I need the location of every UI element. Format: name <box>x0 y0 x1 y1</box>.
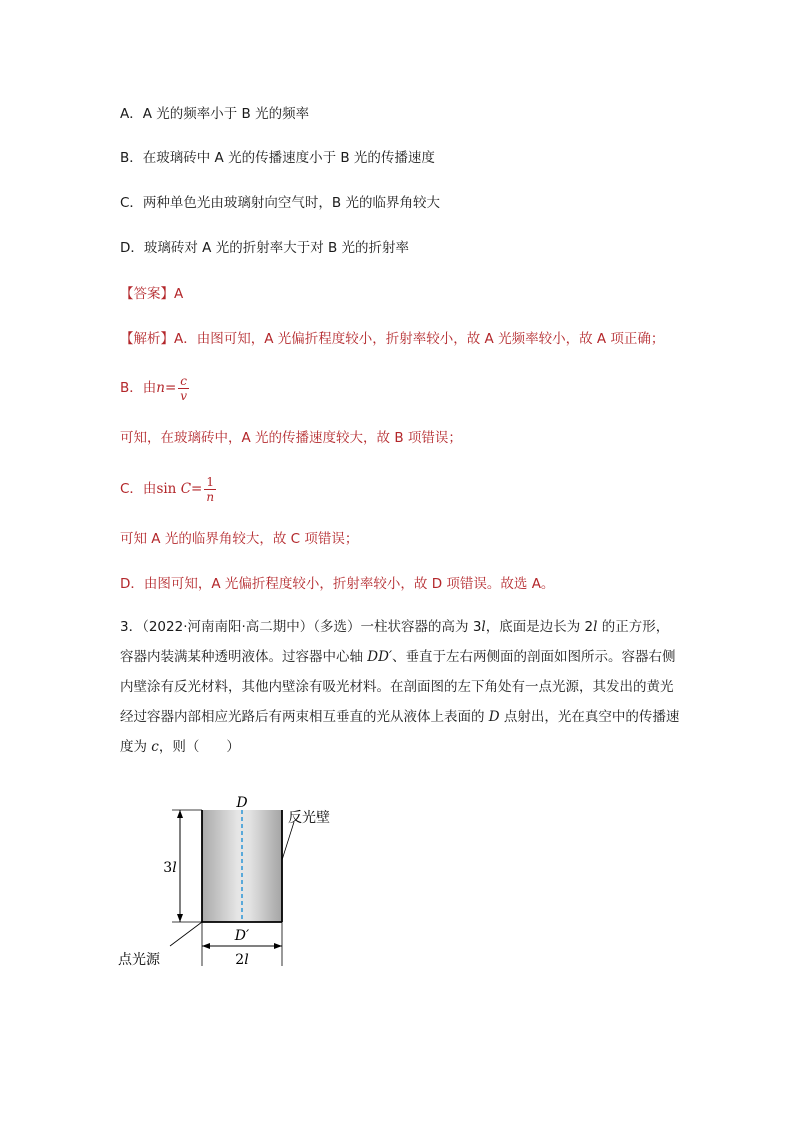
height-arrow-top <box>177 810 183 818</box>
width-arrow-left <box>202 943 210 949</box>
label-width: 2l <box>235 952 249 968</box>
formula-den-v: v <box>180 388 188 403</box>
answer-label: 【答案】 <box>120 286 174 302</box>
q-var-l2: l <box>593 619 598 635</box>
width-arrow-right <box>274 943 282 949</box>
option-a: A．A 光的频率小于 B 光的频率 <box>120 106 310 122</box>
q-var-d: D <box>488 709 500 725</box>
option-c: C．两种单色光由玻璃射向空气时，B 光的临界角较大 <box>120 195 440 211</box>
container-diagram <box>110 790 370 975</box>
analysis-b-prefix: B．由 <box>120 380 157 396</box>
analysis-line-1 <box>120 329 664 349</box>
option-b: B．在玻璃砖中 A 光的传播速度小于 B 光的传播速度 <box>120 150 435 166</box>
q-text-6: ，则（ ） <box>158 739 240 755</box>
q-var-c: c <box>151 739 159 755</box>
formula-eq: = <box>164 380 177 396</box>
q-text-5: 点射出，光在真空中的传播速度为 <box>120 709 680 755</box>
height-arrow-bottom <box>177 914 183 922</box>
formula-eq-2: = <box>191 481 203 497</box>
analysis-line-6: D．由图可知，A 光偏折程度较小，折射率较小，故 D 项错误。故选 A。 <box>120 576 555 592</box>
analysis-line-5: 可知 A 光的临界角较大，故 C 项错误； <box>120 531 359 547</box>
label-height: 3l <box>163 860 177 876</box>
reflect-leader <box>282 822 294 860</box>
formula-C: C <box>180 481 192 497</box>
option-d: D．玻璃砖对 A 光的折射率大于对 B 光的折射率 <box>120 240 410 256</box>
formula-sin: sin <box>156 481 177 497</box>
answer-value: A <box>174 286 184 302</box>
analysis-line-3: 可知，在玻璃砖中，A 光的传播速度较大，故 B 项错误； <box>120 430 462 446</box>
answer-line <box>120 284 183 304</box>
label-reflect-wall: 反光壁 <box>288 810 330 826</box>
question-3 <box>120 612 680 762</box>
formula-num-c: c <box>178 374 189 389</box>
analysis-label: 【解析】 <box>120 331 174 347</box>
q-text-3: 的正方形，容器内装满某种透明液体。过容器中心轴 <box>120 619 670 665</box>
label-d-bottom: D′ <box>234 928 250 944</box>
formula-den-n: n <box>206 489 215 504</box>
analysis-c-formula <box>120 470 216 508</box>
analysis-a-text: A．由图可知，A 光偏折程度较小，折射率较小，故 A 光频率较小，故 A 项正确； <box>174 331 665 347</box>
formula-n: n <box>156 380 165 396</box>
formula-1-over-n <box>204 475 216 504</box>
q-text-2: ，底面是边长为 2 <box>485 619 594 635</box>
analysis-b-formula <box>120 370 189 406</box>
q-text-1: 3．（2022·河南南阳·高二期中）（多选）一柱状容器的高为 3 <box>120 619 482 635</box>
formula-c-over-v <box>178 374 189 403</box>
q-var-dd: DD′ <box>367 649 393 665</box>
q-text-4: 、垂直于左右两侧面的剖面如图所示。容器右侧内壁涂有反光材料，其他内壁涂有吸光材料。在剖面图的左下角处有一点光源，其发出的黄光经过容器内部相应光路后有两束相互垂直的光从液体上表面的 <box>120 649 676 725</box>
label-d-top: D <box>236 795 248 811</box>
source-leader <box>170 922 202 946</box>
analysis-c-prefix: C．由 <box>120 481 157 497</box>
q-var-l1: l <box>481 619 486 635</box>
formula-num-1: 1 <box>204 475 216 490</box>
label-point-source: 点光源 <box>118 952 160 968</box>
